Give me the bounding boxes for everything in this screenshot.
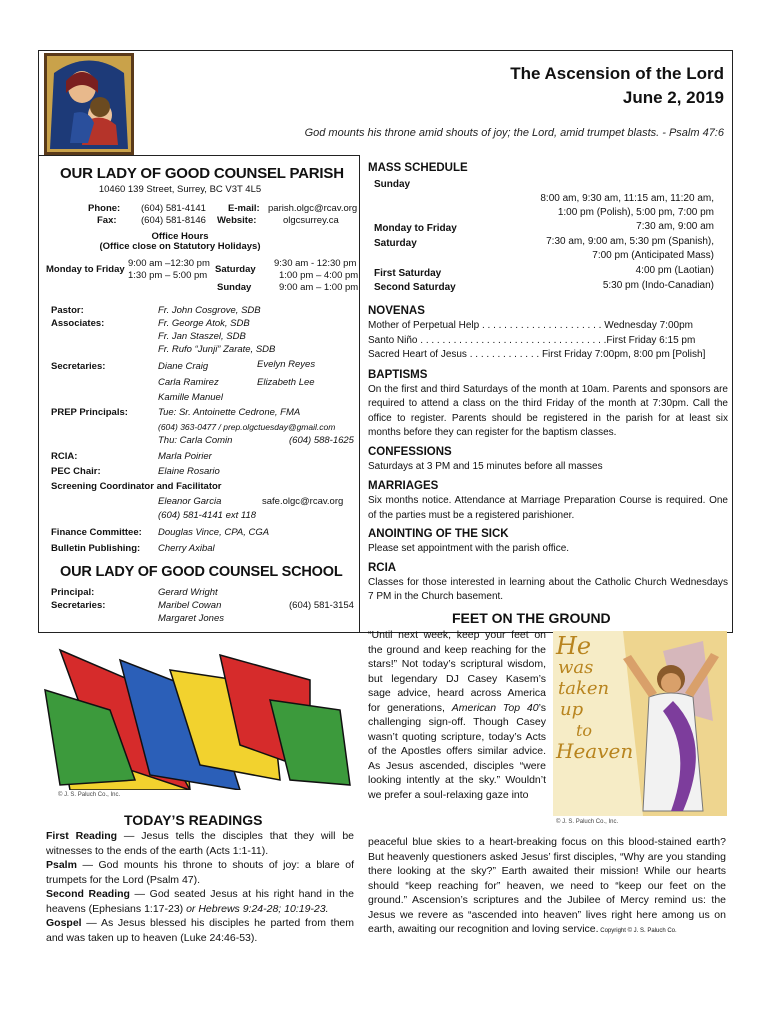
- gospel-label: Gospel: [46, 917, 82, 929]
- screening-label: Screening Coordinator and Facilitator: [51, 481, 222, 492]
- feast-name: The Ascension of the Lord: [510, 64, 724, 83]
- psalm-label: Psalm: [46, 859, 77, 871]
- saturday-label: Saturday: [215, 264, 256, 275]
- fax-value: (604) 581-8146: [141, 215, 206, 226]
- school-secretary-1: Maribel Cowan: [158, 600, 222, 611]
- second-reading-alt: or Hebrews 9:24-28; 10:19-23.: [186, 902, 329, 915]
- screening-email[interactable]: safe.olgc@rcav.org: [262, 496, 344, 507]
- gospel-text: — As Jesus blessed his disciples he parted from them and was taken up to heaven (Luke 24:46-53).: [46, 917, 354, 944]
- heaven-word-1: He: [556, 632, 592, 660]
- feast-title: [510, 62, 724, 110]
- second-reading-label: Second Reading: [46, 888, 130, 900]
- feet-text-full-body: peaceful blue skies to a heart-breaking focus on this blood-stained earth? But heavenly questioners asked Jesus’ first disciples, “Why are you standing there looking at the sky?” Earth awaited their mission! While our hearts should “keep reaching for” heaven, we need to “keep our feet on the ground.” Ascension’s scriptures and the Jubilee of Mercy remind us: the Jesus we revere as “ascended into heaven” lives right here among us on earth, awaiting our recognition and loving service.: [368, 836, 726, 935]
- bulletin-name: Cherry Axibal: [158, 543, 215, 554]
- first-reading-text: — Jesus tells the disciples that they will be witnesses to the ends of the earth (Acts 1:1-11).: [46, 830, 355, 857]
- mass-sunday-times-1: 8:00 am, 9:30 am, 11:15 am, 11:20 am,: [540, 193, 714, 204]
- feet-text-b: ’s challenging sign-off. Though Casey wasn’t quoting scripture, today’s Acts of the Apostles offers similar advice. As Jesus ascended, disciples “were looking intently at the sky.” Wouldn’t we prefer a soul-relaxing gaze into: [368, 701, 546, 801]
- confessions-heading: CONFESSIONS: [368, 445, 452, 458]
- mass-second-sat-label: Second Saturday: [374, 282, 456, 293]
- rcia-name: Marla Poirier: [158, 451, 212, 462]
- pastor-label: Pastor:: [51, 305, 84, 316]
- parish-heading: OUR LADY OF GOOD COUNSEL PARISH: [60, 165, 344, 182]
- trumpets-art-icon: [40, 640, 358, 790]
- rcia-heading: RCIA: [368, 561, 397, 574]
- mass-first-sat-label: First Saturday: [374, 268, 442, 279]
- website-label: Website:: [217, 215, 257, 226]
- associates-label: Associates:: [51, 318, 105, 329]
- phone-label: Phone:: [88, 203, 121, 214]
- principal-label: Principal:: [51, 587, 95, 598]
- first-reading-label: First Reading: [46, 830, 118, 842]
- readings-text: [46, 829, 354, 945]
- mass-schedule: [368, 176, 728, 292]
- associate-3: Fr. Rufo “Junji” Zarate, SDB: [158, 344, 276, 355]
- sunday-hours: 9:00 am – 1:00 pm: [279, 282, 359, 293]
- marriages-heading: MARRIAGES: [368, 480, 439, 492]
- sunday-label: Sunday: [217, 282, 252, 293]
- mass-saturday-label: Saturday: [374, 238, 417, 249]
- psalm-text: — God mounts his throne to shouts of joy: a blare of trumpets for the Lord (Psalm 47).: [46, 859, 354, 886]
- office-hours-title: Office Hours: [151, 231, 209, 242]
- feast-date: June 2, 2019: [622, 88, 724, 107]
- confessions-text: Saturdays at 3 PM and 15 minutes before all masses: [368, 460, 603, 472]
- mass-saturday-times-2: 7:00 pm (Anticipated Mass): [592, 250, 714, 261]
- secretary-2: Evelyn Reyes: [257, 359, 316, 370]
- weekday-label: Monday to Friday: [46, 264, 125, 275]
- baptisms-text: On the first and third Saturdays of the month at 10am. Parents and sponsors are required to attend a class on the third Friday of the month at 7:30pm. Call the office to register. Parents should be registered in the parish for at least six months before they can register for the baptism classes.: [368, 383, 728, 438]
- heaven-word-5: to: [576, 721, 593, 740]
- marriages-text: Six months notice. Attendance at Marriage Preparation Course is required. One of the parties must be a registered parishioner.: [368, 495, 728, 521]
- secretary-4: Elizabeth Lee: [257, 377, 315, 388]
- fax-label: Fax:: [97, 215, 117, 226]
- pec-name: Elaine Rosario: [158, 466, 220, 477]
- heaven-word-4: up: [560, 699, 584, 720]
- pec-label: PEC Chair:: [51, 466, 101, 477]
- second-reading-text: — God seated Jesus at his right hand in the heavens (Ephesians 1:17-23): [46, 888, 354, 915]
- feet-text-full: [368, 835, 726, 939]
- associate-2: Fr. Jan Staszel, SDB: [158, 331, 246, 342]
- mass-weekday-times: 7:30 am, 9:00 am: [636, 221, 714, 232]
- novenas-heading: NOVENAS: [368, 305, 425, 317]
- principal-name: Gerard Wright: [158, 587, 218, 598]
- parish-address: 10460 139 Street, Surrey, BC V3T 4L5: [98, 184, 262, 195]
- mass-first-sat-times: 4:00 pm (Laotian): [635, 265, 714, 276]
- email-value[interactable]: parish.olgc@rcav.org: [268, 203, 358, 214]
- prep-label: PREP Principals:: [51, 407, 128, 418]
- website-value[interactable]: olgcsurrey.ca: [283, 215, 339, 226]
- secretary-5: Kamille Manuel: [158, 392, 223, 403]
- mass-heading: MASS SCHEDULE: [368, 162, 468, 174]
- mass-saturday-times-1: 7:30 am, 9:00 am, 5:30 pm (Spanish),: [546, 236, 714, 247]
- associate-1: Fr. George Atok, SDB: [158, 318, 250, 329]
- screening-name: Eleanor Garcia: [158, 496, 222, 507]
- school-secretary-2: Margaret Jones: [158, 613, 225, 624]
- mass-second-sat-times: 5:30 pm (Indo-Canadian): [602, 280, 714, 291]
- office-hours-note: (Office close on Statutory Holidays): [99, 241, 261, 252]
- finance-name: Douglas Vince, CPA, CGA: [158, 527, 270, 538]
- novena-1: Mother of Perpetual Help . . . . . . . . . . . . . . . . . . . . . . Wednesday 7:00pm: [368, 320, 693, 331]
- prep-tue-contact: (604) 363-0477 / prep.olgctuesday@gmail.com: [158, 422, 336, 432]
- heaven-caption: [556, 632, 634, 763]
- feet-copyright: Copyright © J. S. Paluch Co.: [598, 928, 677, 934]
- feet-heading: FEET ON THE GROUND: [452, 610, 611, 626]
- heaven-word-3: taken: [558, 678, 610, 699]
- phone-value: (604) 581-4141: [141, 203, 206, 214]
- saturday-hours-1: 9:30 am - 12:30 pm: [274, 258, 357, 269]
- novena-3: Sacred Heart of Jesus . . . . . . . . . . . . . First Friday 7:00pm, 8:00 pm [Polish]: [368, 349, 706, 360]
- baptisms-heading: BAPTISMS: [368, 368, 428, 381]
- email-label: E-mail:: [228, 203, 260, 214]
- school-phone: (604) 581-3154: [289, 600, 354, 611]
- novena-2: Santo Niño . . . . . . . . . . . . . . . . . . . . . . . . . . . . . . . . . .First Friday 6:15 pm: [368, 334, 696, 346]
- prep-tue: Tue: Sr. Antoinette Cedrone, FMA: [158, 407, 301, 418]
- saturday-hours-2: 1:00 pm – 4:00 pm: [279, 270, 359, 281]
- mass-sunday-times-2: 1:00 pm (Polish), 5:00 pm, 7:00 pm: [557, 207, 714, 218]
- rcia-label: RCIA:: [51, 451, 78, 462]
- feet-text-a: “Until next week, keep your feet on the ground and keep reaching for the stars!” Not today’s scriptural wisdom, but legendary DJ Casey Kasem’s sage advice, heard across America for generations,: [368, 629, 546, 714]
- prep-thu-phone: (604) 588-1625: [289, 435, 354, 446]
- weekday-hours-1: 9:00 am –12:30 pm: [128, 258, 210, 269]
- screening-phone: (604) 581-4141 ext 118: [158, 510, 257, 521]
- anointing-heading: ANOINTING OF THE SICK: [368, 528, 509, 540]
- school-secretaries-label: Secretaries:: [51, 600, 106, 611]
- school-heading: OUR LADY OF GOOD COUNSEL SCHOOL: [60, 564, 343, 580]
- psalm-subtitle: God mounts his throne amid shouts of joy; the Lord, amid trumpet blasts. - Psalm 47:6: [304, 127, 724, 139]
- trumpets-credit: © J. S. Paluch Co., Inc.: [58, 792, 121, 798]
- prep-thu: Thu: Carla Comin: [158, 435, 233, 446]
- finance-label: Finance Committee:: [51, 527, 142, 538]
- heaven-word-2: was: [558, 657, 594, 678]
- heaven-word-6: Heaven: [556, 739, 634, 763]
- rcia-text: Classes for those interested in learning about the Catholic Church Wednesdays 7 PM in the Church basement.: [368, 576, 728, 602]
- secretary-1: Diane Craig: [158, 361, 209, 372]
- readings-heading: TODAY’S READINGS: [124, 812, 263, 828]
- secretary-3: Carla Ramirez: [158, 377, 219, 388]
- right-column: [368, 160, 728, 605]
- bulletin-label: Bulletin Publishing:: [51, 543, 141, 554]
- mass-sunday-label: Sunday: [374, 179, 411, 190]
- mass-weekday-label: Monday to Friday: [374, 223, 457, 234]
- pastor-name: Fr. John Cosgrove, SDB: [158, 305, 261, 316]
- feet-text-em: American Top 40: [451, 701, 539, 714]
- madonna-child-icon: [44, 53, 134, 155]
- heaven-credit: © J. S. Paluch Co., Inc.: [556, 819, 619, 825]
- feet-text-column: [368, 628, 546, 802]
- anointing-text: Please set appointment with the parish office.: [368, 543, 570, 554]
- weekday-hours-2: 1:30 pm – 5:00 pm: [128, 270, 208, 281]
- secretaries-label: Secretaries:: [51, 361, 106, 372]
